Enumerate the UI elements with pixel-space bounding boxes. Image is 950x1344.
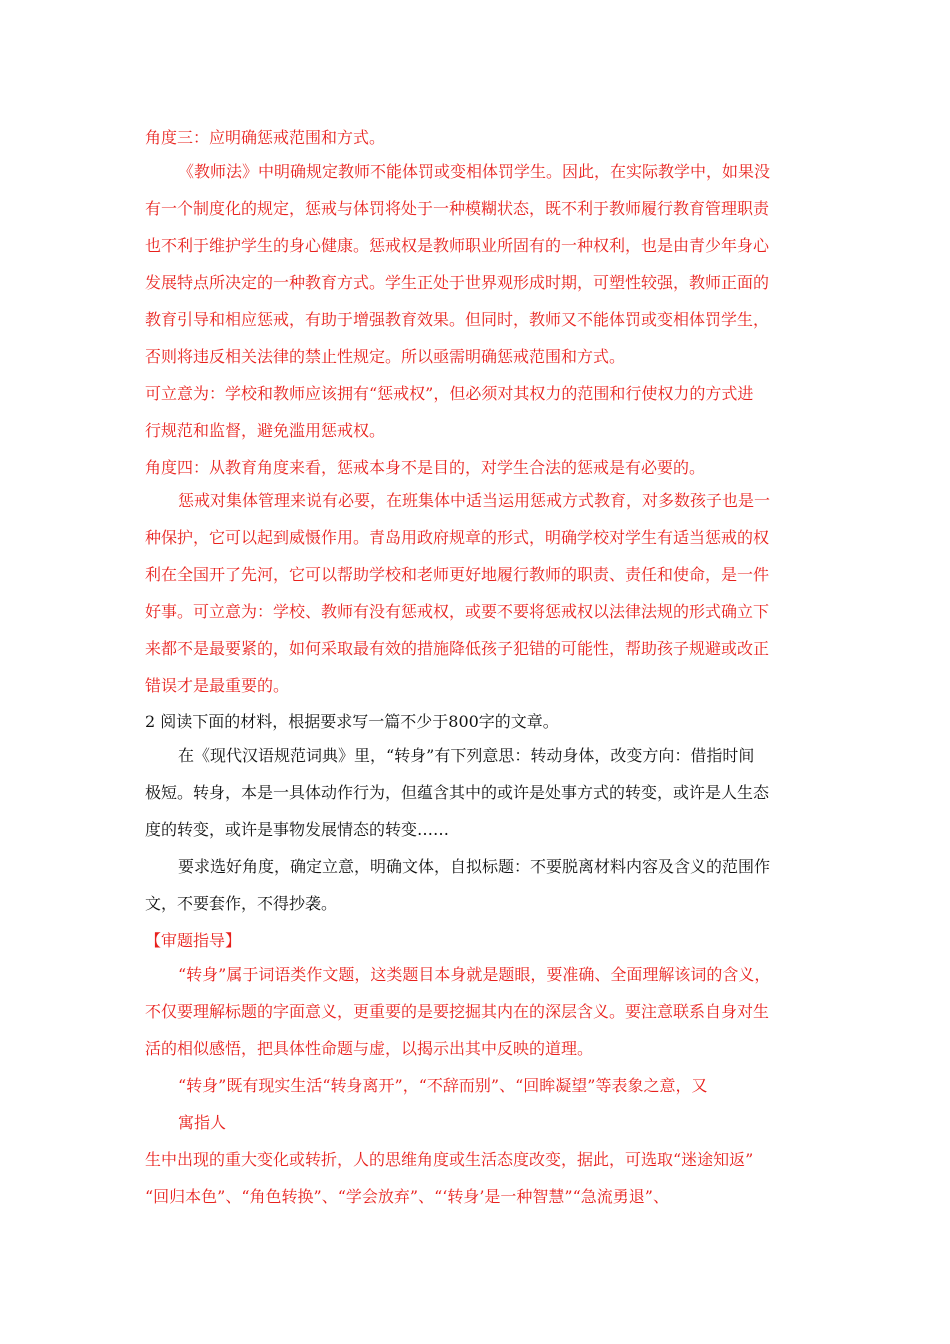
paragraph-line: 发展特点所决定的一种教育方式。学生正处于世界观形成时期，可塑性较强，教师正面的 — [145, 273, 770, 292]
paragraph-line: 教育引导和相应惩戒，有助于增强教育效果。但同时，教师又不能体罚或变相体罚学生， — [145, 310, 770, 329]
paragraph-line: 《教师法》中明确规定教师不能体罚或变相体罚学生。因此，在实际教学中，如果没 — [178, 162, 771, 181]
material-line: 度的转变，或许是事物发展情态的转变…… — [145, 820, 450, 839]
guidance-line: “回归本色”、“角色转换”、“学会放弃”、“‘转身’是一种智慧”“急流勇退”、 — [145, 1187, 669, 1206]
paragraph-line: 种保护，它可以起到威慑作用。青岛用政府规章的形式，明确学校对学生有适当惩戒的权 — [145, 528, 770, 547]
paragraph-line: 利在全国开了先河，它可以帮助学校和老师更好地履行教师的职责、责任和使命，是一件 — [145, 565, 770, 584]
requirement-line: 文，不要套作，不得抄袭。 — [145, 894, 338, 913]
paragraph-line: 有一个制度化的规定，惩戒与体罚将处于一种模糊状态，既不利于教师履行教育管理职责 — [145, 199, 770, 218]
paragraph-line: 来都不是最要紧的，如何采取最有效的措施降低孩子犯错的可能性，帮助孩子规避或改正 — [145, 639, 770, 658]
requirement-line: 要求选好角度，确定立意，明确文体，自拟标题：不要脱离材料内容及含义的范围作 — [178, 857, 771, 876]
paragraph-line: 好事。可立意为：学校、教师有没有惩戒权，或要不要将惩戒权以法律法规的形式确立下 — [145, 602, 770, 621]
paragraph-line: 也不利于维护学生的身心健康。惩戒权是教师职业所固有的一种权利，也是由青少年身心 — [145, 236, 770, 255]
guidance-line: 寓指人 — [178, 1113, 227, 1132]
material-line: 极短。转身，本是一具体动作行为，但蕴含其中的或许是处事方式的转变，或许是人生态 — [145, 783, 770, 802]
guidance-line: 生中出现的重大变化或转折，人的思维角度或生活态度改变，据此，可选取“迷途知返” — [145, 1150, 754, 1169]
guidance-line: 活的相似感悟，把具体性命题与虚，以揭示出其中反映的道理。 — [145, 1039, 594, 1058]
question-two-prompt: 2 阅读下面的材料，根据要求写一篇不少于800字的文章。 — [145, 712, 559, 731]
heading-angle-three: 角度三：应明确惩戒范围和方式。 — [145, 128, 386, 147]
section-heading-guidance: 【审题指导】 — [145, 931, 242, 950]
heading-angle-four: 角度四：从教育角度来看，惩戒本身不是目的，对学生合法的惩戒是有必要的。 — [145, 458, 706, 477]
paragraph-line: 可立意为：学校和教师应该拥有“惩戒权”，但必须对其权力的范围和行使权力的方式进 — [145, 384, 754, 403]
guidance-line: “转身”属于词语类作文题，这类题目本身就是题眼，要准确、全面理解该词的含义， — [178, 965, 771, 984]
guidance-line: 不仅要理解标题的字面意义，更重要的是要挖掘其内在的深层含义。要注意联系自身对生 — [145, 1002, 770, 1021]
paragraph-line: 惩戒对集体管理来说有必要，在班集体中适当运用惩戒方式教育，对多数孩子也是一 — [178, 491, 771, 510]
guidance-line: “转身”既有现实生活“转身离开”，“不辞而别”、“回眸凝望”等表象之意，又 — [178, 1076, 708, 1095]
paragraph-line: 错误才是最重要的。 — [145, 676, 290, 695]
paragraph-line: 行规范和监督，避免滥用惩戒权。 — [145, 421, 386, 440]
material-line: 在《现代汉语规范词典》里，“转身”有下列意思：转动身体，改变方向：借指时间 — [178, 746, 755, 765]
paragraph-line: 否则将违反相关法律的禁止性规定。所以亟需明确惩戒范围和方式。 — [145, 347, 626, 366]
